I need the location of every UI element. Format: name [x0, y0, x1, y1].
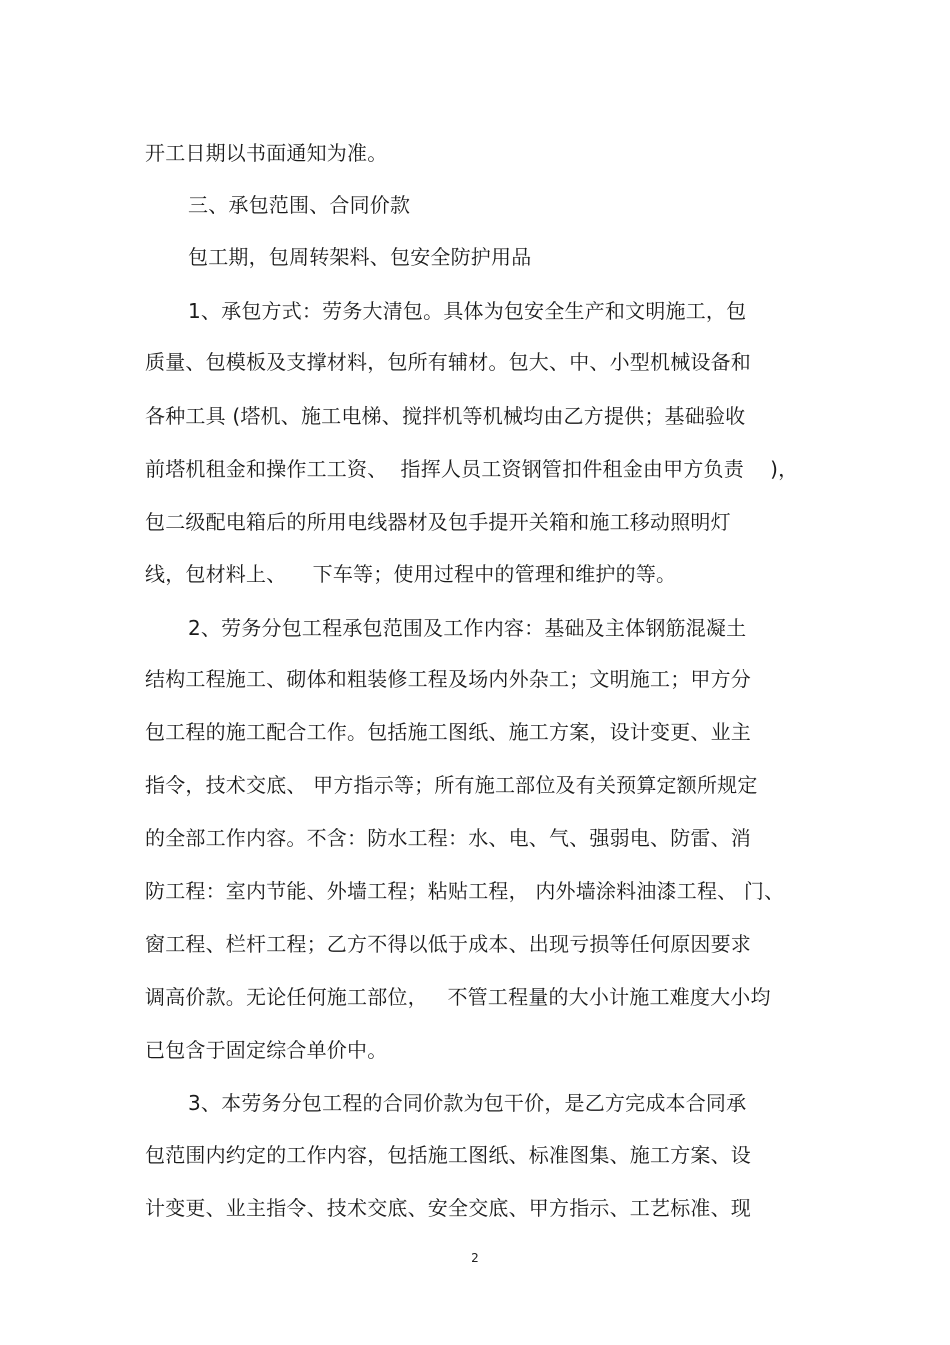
page-number: 2 [471, 1251, 479, 1265]
text-line: 调高价款。无论任何施工部位， 不管工程量的大小计施工难度大小均 [145, 985, 771, 1009]
text-line: 计变更、业主指令、技术交底、安全交底、甲方指示、工艺标准、现 [145, 1196, 751, 1220]
text-line: 结构工程施工、砌体和粗装修工程及场内外杂工；文明施工；甲方分 [145, 667, 751, 691]
paragraph-start-line: 1、承包方式：劳务大清包。具体为包安全生产和文明施工，包 [188, 299, 747, 323]
text-line: 包工期，包周转架料、包安全防护用品 [188, 245, 532, 269]
text-line: 已包含于固定综合单价中。 [145, 1038, 388, 1062]
text-line: 开工日期以书面通知为准。 [145, 141, 388, 165]
text-line: 窗工程、栏杆工程；乙方不得以低于成本、出现亏损等任何原因要求 [145, 932, 751, 956]
text-line: 各种工具 (塔机、施工电梯、搅拌机等机械均由乙方提供；基础验收 [145, 404, 746, 428]
text-line: 质量、包模板及支撑材料，包所有辅材。包大、中、小型机械设备和 [145, 350, 751, 374]
text-line: 防工程：室内节能、外墙工程；粘贴工程， 内外墙涂料油漆工程、 门、 [145, 879, 785, 903]
text-line: 包范围内约定的工作内容，包括施工图纸、标准图集、施工方案、设 [145, 1143, 751, 1167]
text-line: 指令，技术交底、 甲方指示等；所有施工部位及有关预算定额所规定 [145, 773, 758, 797]
text-line: 线，包材料上、 下车等；使用过程中的管理和维护的等。 [145, 562, 677, 586]
text-line: 前塔机租金和操作工工资、 指挥人员工资钢管扣件租金由甲方负责 )， [145, 457, 799, 481]
text-line: 包二级配电箱后的所用电线器材及包手提开关箱和施工移动照明灯 [145, 510, 731, 534]
text-line: 包工程的施工配合工作。包括施工图纸、施工方案，设计变更、业主 [145, 720, 751, 744]
section-heading: 三、承包范围、合同价款 [188, 193, 411, 217]
paragraph-start-line: 2、劳务分包工程承包范围及工作内容：基础及主体钢筋混凝土 [188, 616, 747, 640]
text-line: 的全部工作内容。不含：防水工程：水、电、气、强弱电、防雷、消 [145, 826, 751, 850]
paragraph-start-line: 3、本劳务分包工程的合同价款为包干价，是乙方完成本合同承 [188, 1091, 747, 1115]
